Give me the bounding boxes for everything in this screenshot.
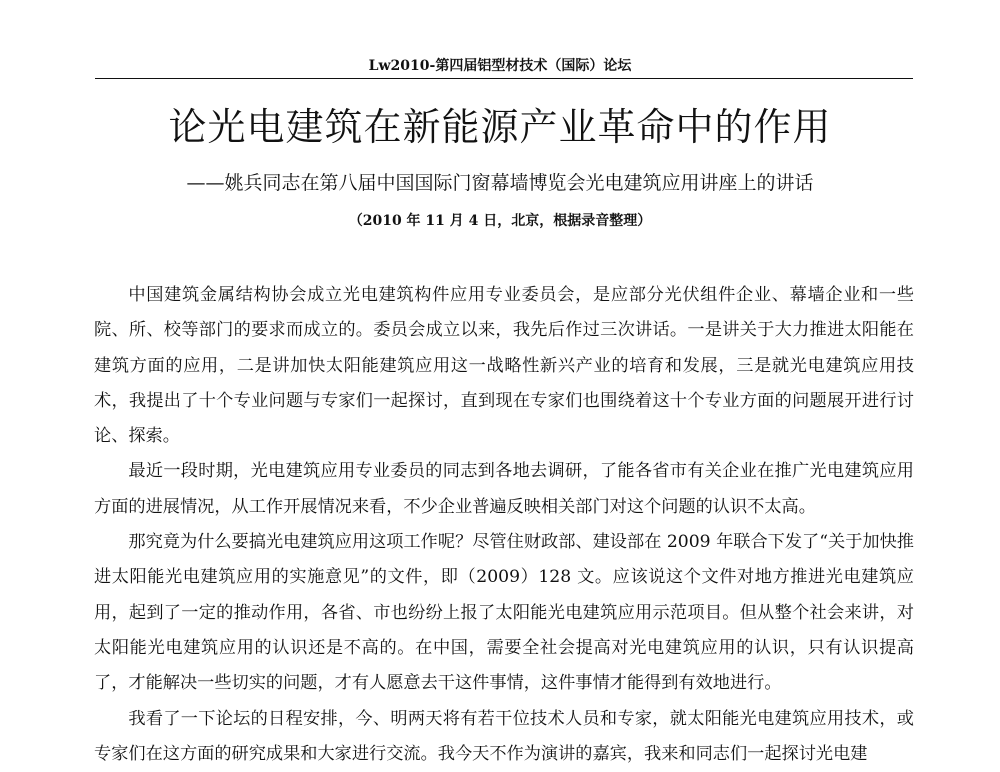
running-header: Lw2010-第四届铝型材技术（国际）论坛 [368,58,632,74]
paragraph-1: 中国建筑金属结构协会成立光电建筑构件应用专业委员会，是应部分光伏组件企业、幕墙企业和一些院、所、校等部门的要求而成立的。委员会成立以来，我先后作过三次讲话。一是讲关于大力推进太阳能在建筑方面的应用，二是讲加快太阳能建筑应用这一战略性新兴产业的培育和发展，三是就光电建筑应用技术，我提出了十个专业问题与专家们一起探讨，直到现在专家们也围绕着这十个专业方面的问题展开进行讨论、探索。 [94,285,914,447]
article-subtitle: ——姚兵同志在第八届中国国际门窗幕墙博览会光电建筑应用讲座上的讲话 [186,172,814,194]
article-body [94,278,914,772]
header-rule [95,78,913,79]
paragraph-2: 最近一段时期，光电建筑应用专业委员的同志到各地去调研，了能各省市有关企业在推广光电建筑应用方面的进展情况，从工作开展情况来看，不少企业普遍反映相关部门对这个问题的认识不太高。 [94,461,914,517]
paragraph-4: 我看了一下论坛的日程安排，今、明两天将有若干位技术人员和专家，就太阳能光电建筑应用技术，或专家们在这方面的研究成果和大家进行交流。我今天不作为演讲的嘉宾，我来和同志们一起探讨光电建 [94,708,914,764]
paragraph-3: 那究竟为什么要搞光电建筑应用这项工作呢？尽管住财政部、建设部在 2009 年联合下发了“关于加快推进太阳能光电建筑应用的实施意见”的文件，即（2009）128 文。应该说这个文件对地方推进光电建筑应用，起到了一定的推动作用，各省、市也纷纷上报了太阳能光电建筑应用示范项目。但从整个社会来讲，对太阳能光电建筑应用的认识还是不高的。在中国，需要全社会提高对光电建筑应用的认识，只有认识提高了，才能解决一些切实的问题，才有人愿意去干这件事情，这件事情才能得到有效地进行。 [94,532,914,694]
article-dateline: （2010 年 11 月 4 日，北京，根据录音整理） [348,213,652,229]
article-title: 论光电建筑在新能源产业革命中的作用 [168,105,832,149]
